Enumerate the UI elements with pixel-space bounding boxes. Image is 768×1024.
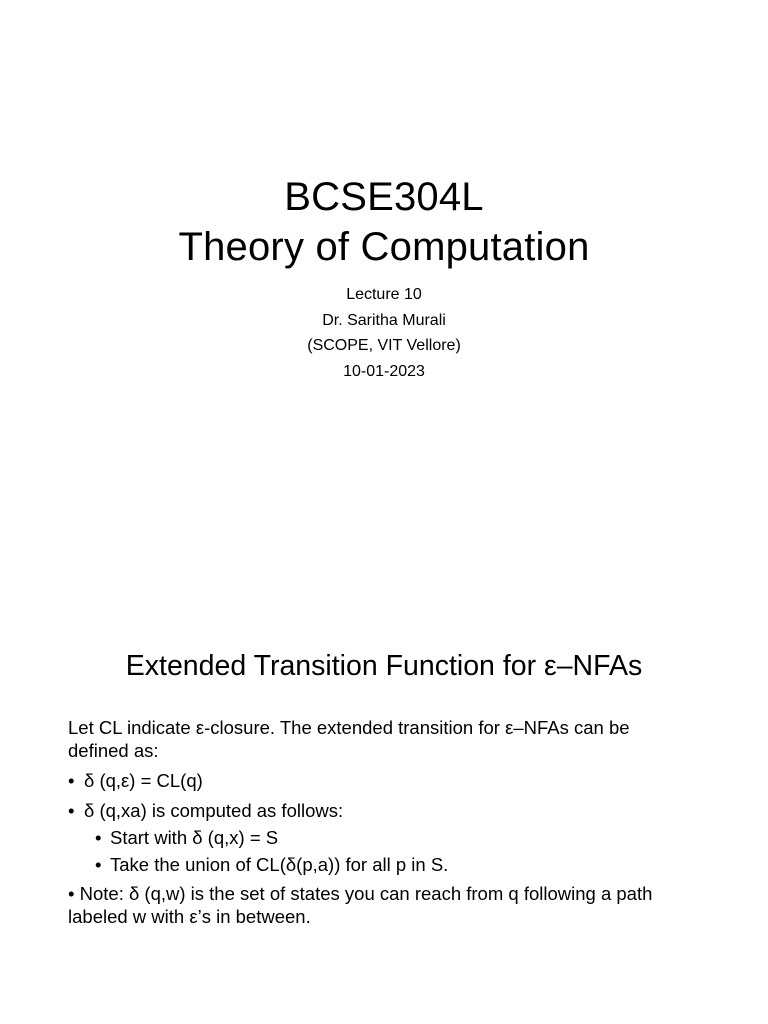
author-name: Dr. Saritha Murali bbox=[322, 311, 446, 329]
sub-bullet-text: Take the union of CL(δ(p,a)) for all p in S. bbox=[110, 854, 449, 875]
bullet-item bbox=[68, 799, 688, 822]
slide-body bbox=[68, 716, 688, 935]
lecture-number: Lecture 10 bbox=[346, 286, 422, 303]
sub-bullet-dot: • bbox=[95, 827, 102, 848]
bullet-item bbox=[68, 769, 688, 792]
slide-heading: Extended Transition Function for ε–NFAs bbox=[125, 650, 643, 682]
bullet-dot: • bbox=[68, 770, 75, 791]
bullet-text: δ (q,xa) is computed as follows: bbox=[84, 800, 344, 821]
intro-paragraph: Let CL indicate ε-closure. The extended transition for ε–NFAs can be defined as: bbox=[68, 717, 630, 761]
lecture-date: 10-01-2023 bbox=[343, 362, 425, 380]
sub-bullet-item bbox=[68, 826, 688, 849]
sub-bullet-text: Start with δ (q,x) = S bbox=[110, 827, 279, 848]
bullet-dot: • bbox=[68, 800, 75, 821]
slide-content bbox=[0, 512, 768, 1024]
title-block bbox=[0, 172, 768, 272]
bullet-text: δ (q,ε) = CL(q) bbox=[84, 770, 203, 791]
sub-bullet-item bbox=[68, 853, 688, 876]
course-title: Theory of Computation bbox=[178, 225, 590, 269]
sub-bullet-dot: • bbox=[95, 854, 102, 875]
note-paragraph: • Note: δ (q,w) is the set of states you can reach from q following a path labeled w with ε’s in between. bbox=[68, 883, 653, 927]
author-affiliation: (SCOPE, VIT Vellore) bbox=[307, 337, 461, 354]
course-code: BCSE304L bbox=[284, 175, 484, 219]
subtitle-block bbox=[0, 282, 768, 384]
